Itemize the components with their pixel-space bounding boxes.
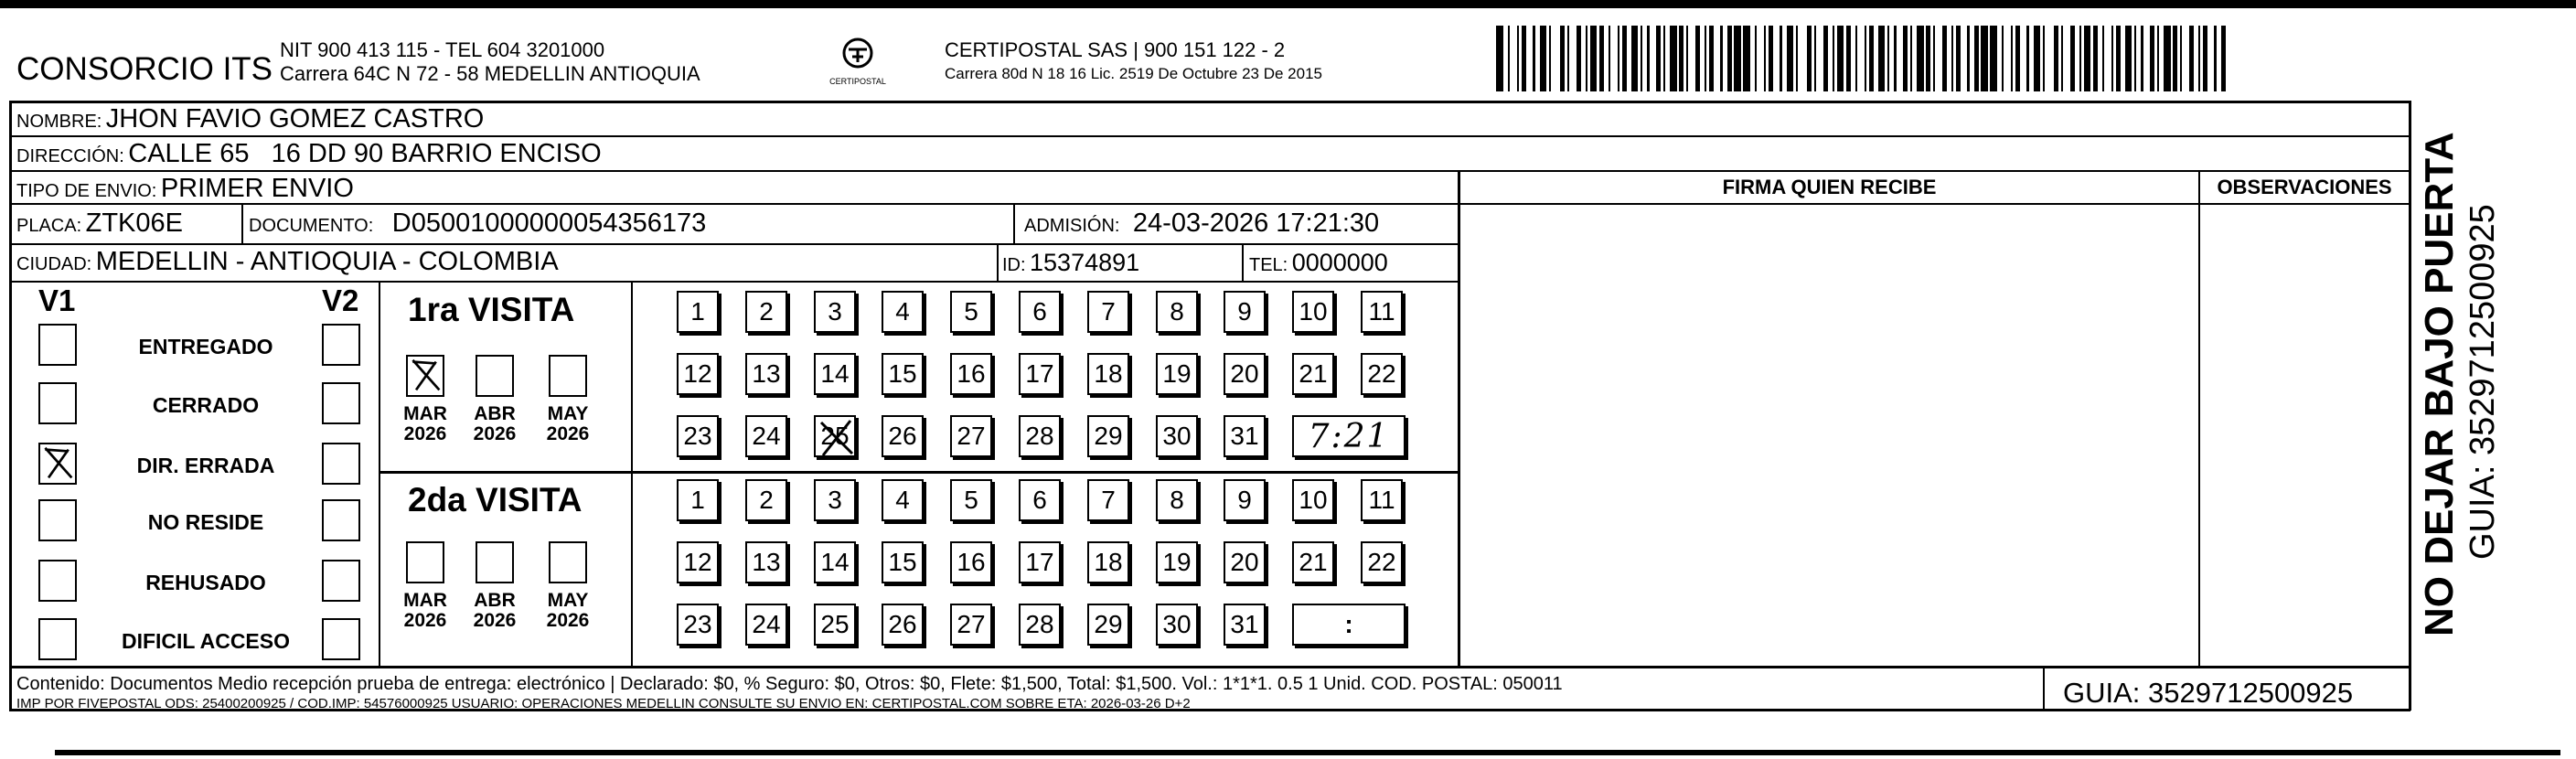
month-name: ABR — [474, 590, 516, 611]
guia-box-text: GUIA: 3529712500925 — [2063, 677, 2354, 709]
v2-checkbox[interactable] — [322, 560, 360, 602]
v1-checkbox[interactable] — [38, 324, 77, 366]
day-checkbox[interactable]: 23 — [677, 415, 719, 457]
month-label — [536, 591, 600, 631]
month-label — [463, 404, 527, 444]
day-checkbox[interactable]: 9 — [1224, 291, 1266, 333]
placa-label: PLACA: — [16, 216, 82, 236]
day-checkbox[interactable]: 13 — [745, 353, 787, 395]
footer-line1: Contenido: Documentos Medio recepción prueba de entrega: electrónico | Declarado: $0, % Seguro: $0, Otros: $0, Flete: $1,500, Total: $1,500. Vol.: 1*1*1. 0.5 1 Unid. COD. POSTAL: 050011 — [16, 674, 1563, 694]
day-checkbox[interactable]: 7 — [1087, 291, 1129, 333]
month-checkbox[interactable] — [476, 355, 514, 397]
month-year: 2026 — [473, 423, 517, 445]
second-visit-title: 2da VISITA — [408, 481, 583, 518]
bottom-rule — [55, 750, 2560, 755]
company-name: CONSORCIO ITS — [16, 51, 273, 87]
carrier-line2: Carrera 80d N 18 16 Lic. 2519 De Octubre 23 De 2015 — [945, 65, 1322, 82]
handwritten-time: 7:21 — [1308, 417, 1390, 455]
day-checkbox[interactable]: 29 — [1087, 415, 1129, 457]
day-checkbox[interactable]: 17 — [1019, 541, 1061, 583]
day-checkbox[interactable]: 4 — [882, 291, 924, 333]
month-label — [536, 404, 600, 444]
day-checkbox[interactable]: 3 — [814, 479, 856, 521]
no-dejar-bajo-puerta: NO DEJAR BAJO PUERTA — [2417, 132, 2462, 636]
month-checkbox[interactable] — [476, 541, 514, 583]
day-checkbox[interactable]: 24 — [745, 415, 787, 457]
v2-checkbox[interactable] — [322, 443, 360, 485]
day-checkbox[interactable]: 14 — [814, 353, 856, 395]
day-checkbox[interactable]: 25 — [814, 604, 856, 646]
day-checkbox[interactable]: 16 — [950, 353, 992, 395]
day-checkbox[interactable]: 19 — [1156, 353, 1198, 395]
nombre-value: JHON FAVIO GOMEZ CASTRO — [105, 104, 485, 134]
month-year: 2026 — [403, 610, 447, 632]
v1-header: V1 — [38, 283, 76, 317]
company-line1: NIT 900 413 115 - TEL 604 3201000 — [280, 38, 605, 61]
v1-checkbox[interactable] — [38, 560, 77, 602]
day-checkbox[interactable]: 15 — [882, 541, 924, 583]
tel-value: 0000000 — [1291, 249, 1388, 276]
month-checkbox[interactable] — [549, 541, 587, 583]
month-year: 2026 — [403, 423, 447, 445]
day-checkbox[interactable]: 6 — [1019, 291, 1061, 333]
direccion-value: CALLE 65 16 DD 90 BARRIO ENCISO — [128, 139, 602, 168]
day-checkbox[interactable]: 2 — [745, 291, 787, 333]
day-checkbox[interactable]: 10 — [1292, 291, 1334, 333]
documento-label: DOCUMENTO: — [249, 216, 374, 236]
month-label — [393, 404, 457, 444]
day-checkbox[interactable]: 21 — [1292, 541, 1334, 583]
day-checkbox[interactable]: 12 — [677, 353, 719, 395]
day-checkbox[interactable]: 27 — [950, 415, 992, 457]
day-checkbox[interactable]: 12 — [677, 541, 719, 583]
day-checkbox[interactable]: 2 — [745, 479, 787, 521]
time-field[interactable] — [1292, 415, 1406, 457]
direccion-label: DIRECCIÓN: — [16, 146, 124, 166]
status-label: CERRADO — [152, 393, 260, 417]
top-rule — [0, 0, 2576, 8]
v2-header: V2 — [322, 283, 359, 317]
day-checkbox[interactable]: 22 — [1361, 353, 1403, 395]
day-checkbox[interactable]: 31 — [1224, 415, 1266, 457]
documento-value: D05001000000054356173 — [391, 208, 707, 238]
day-checkbox[interactable]: 23 — [677, 604, 719, 646]
id-value: 15374891 — [1030, 249, 1140, 276]
day-checkbox[interactable]: 13 — [745, 541, 787, 583]
month-label — [463, 591, 527, 631]
day-checkbox[interactable]: 11 — [1361, 291, 1403, 333]
day-checkbox[interactable]: 21 — [1292, 353, 1334, 395]
day-checkbox[interactable]: 8 — [1156, 479, 1198, 521]
ciudad-value: MEDELLIN - ANTIOQUIA - COLOMBIA — [95, 247, 559, 276]
admision-label: ADMISIÓN: — [1024, 216, 1120, 236]
v2-checkbox[interactable] — [322, 618, 360, 660]
day-checkbox[interactable]: 20 — [1224, 541, 1266, 583]
status-label: NO RESIDE — [147, 510, 264, 534]
day-checkbox[interactable]: 16 — [950, 541, 992, 583]
day-checkbox[interactable]: 3 — [814, 291, 856, 333]
day-checkbox[interactable]: 8 — [1156, 291, 1198, 333]
month-year: 2026 — [546, 423, 590, 445]
day-checkbox[interactable]: 19 — [1156, 541, 1198, 583]
v1-checkbox[interactable] — [38, 618, 77, 660]
id-label: ID: — [1002, 255, 1026, 275]
month-name: MAY — [547, 403, 589, 424]
day-checkbox[interactable]: 27 — [950, 604, 992, 646]
month-checkbox[interactable] — [406, 355, 444, 397]
day-checkbox[interactable]: 20 — [1224, 353, 1266, 395]
ciudad-label: CIUDAD: — [16, 254, 92, 274]
day-checkbox[interactable]: 28 — [1019, 604, 1061, 646]
day-checkbox[interactable]: 17 — [1019, 353, 1061, 395]
day-checkbox[interactable]: 31 — [1224, 604, 1266, 646]
side-guia: GUIA: 3529712500925 — [2464, 204, 2502, 560]
v2-checkbox[interactable] — [322, 324, 360, 366]
day-checkbox[interactable]: 15 — [882, 353, 924, 395]
day-checkbox[interactable]: 29 — [1087, 604, 1129, 646]
day-checkbox[interactable]: 24 — [745, 604, 787, 646]
carrier-line1: CERTIPOSTAL SAS | 900 151 122 - 2 — [945, 38, 1286, 61]
certipostal-logo — [812, 37, 903, 88]
admision-value: 24-03-2026 17:21:30 — [1132, 208, 1380, 238]
day-checkbox[interactable]: 11 — [1361, 479, 1403, 521]
day-checkbox[interactable]: 10 — [1292, 479, 1334, 521]
svg-text:CERTIPOSTAL: CERTIPOSTAL — [829, 77, 886, 86]
first-visit-title: 1ra VISITA — [408, 291, 575, 328]
observaciones-header: OBSERVACIONES — [2217, 176, 2392, 198]
month-name: MAR — [403, 590, 447, 611]
day-checkbox[interactable]: 9 — [1224, 479, 1266, 521]
placa-value: ZTK06E — [85, 208, 183, 238]
status-label: DIFICIL ACCESO — [121, 629, 290, 653]
v1-checkbox[interactable] — [38, 443, 77, 485]
day-checkbox[interactable]: 25 — [814, 415, 856, 457]
tipo-label: TIPO DE ENVIO: — [16, 181, 157, 201]
day-checkbox[interactable]: 26 — [882, 604, 924, 646]
month-label — [393, 591, 457, 631]
v1-checkbox[interactable] — [38, 499, 77, 541]
nombre-label: NOMBRE: — [16, 112, 102, 132]
day-checkbox[interactable]: 1 — [677, 479, 719, 521]
day-checkbox[interactable]: 26 — [882, 415, 924, 457]
status-label: DIR. ERRADA — [136, 454, 275, 477]
tipo-value: PRIMER ENVIO — [160, 174, 354, 203]
day-checkbox[interactable]: 4 — [882, 479, 924, 521]
day-checkbox[interactable]: 6 — [1019, 479, 1061, 521]
day-checkbox[interactable]: 5 — [950, 479, 992, 521]
month-name: ABR — [474, 403, 516, 424]
day-checkbox[interactable]: 5 — [950, 291, 992, 333]
day-checkbox[interactable]: 22 — [1361, 541, 1403, 583]
month-name: MAY — [547, 590, 589, 611]
v2-checkbox[interactable] — [322, 382, 360, 424]
month-year: 2026 — [473, 610, 517, 632]
firma-header: FIRMA QUIEN RECIBE — [1722, 176, 1937, 198]
tel-label: TEL: — [1249, 255, 1288, 275]
day-checkbox[interactable]: 30 — [1156, 415, 1198, 457]
barcode — [1496, 26, 2228, 91]
month-year: 2026 — [546, 610, 590, 632]
time-separator: : — [1344, 610, 1353, 638]
status-label: REHUSADO — [145, 571, 266, 594]
day-checkbox[interactable]: 28 — [1019, 415, 1061, 457]
status-label: ENTREGADO — [138, 335, 273, 358]
day-checkbox[interactable]: 18 — [1087, 353, 1129, 395]
day-checkbox[interactable]: 18 — [1087, 541, 1129, 583]
day-checkbox[interactable]: 14 — [814, 541, 856, 583]
company-line2: Carrera 64C N 72 - 58 MEDELLIN ANTIOQUIA — [280, 62, 700, 85]
month-name: MAR — [403, 403, 447, 424]
day-checkbox[interactable]: 1 — [677, 291, 719, 333]
time-field[interactable] — [1292, 604, 1406, 646]
month-checkbox[interactable] — [549, 355, 587, 397]
footer-line2: IMP POR FIVEPOSTAL ODS: 25400200925 / COD.IMP: 54576000925 USUARIO: OPERACIONES MEDELLIN CONSULTE SU ENVIO EN: CERTIPOSTAL.COM SOBRE ETA: 2026-03-26 D+2 — [16, 696, 1191, 711]
day-checkbox[interactable]: 7 — [1087, 479, 1129, 521]
v2-checkbox[interactable] — [322, 499, 360, 541]
v1-checkbox[interactable] — [38, 382, 77, 424]
month-checkbox[interactable] — [406, 541, 444, 583]
day-checkbox[interactable]: 30 — [1156, 604, 1198, 646]
